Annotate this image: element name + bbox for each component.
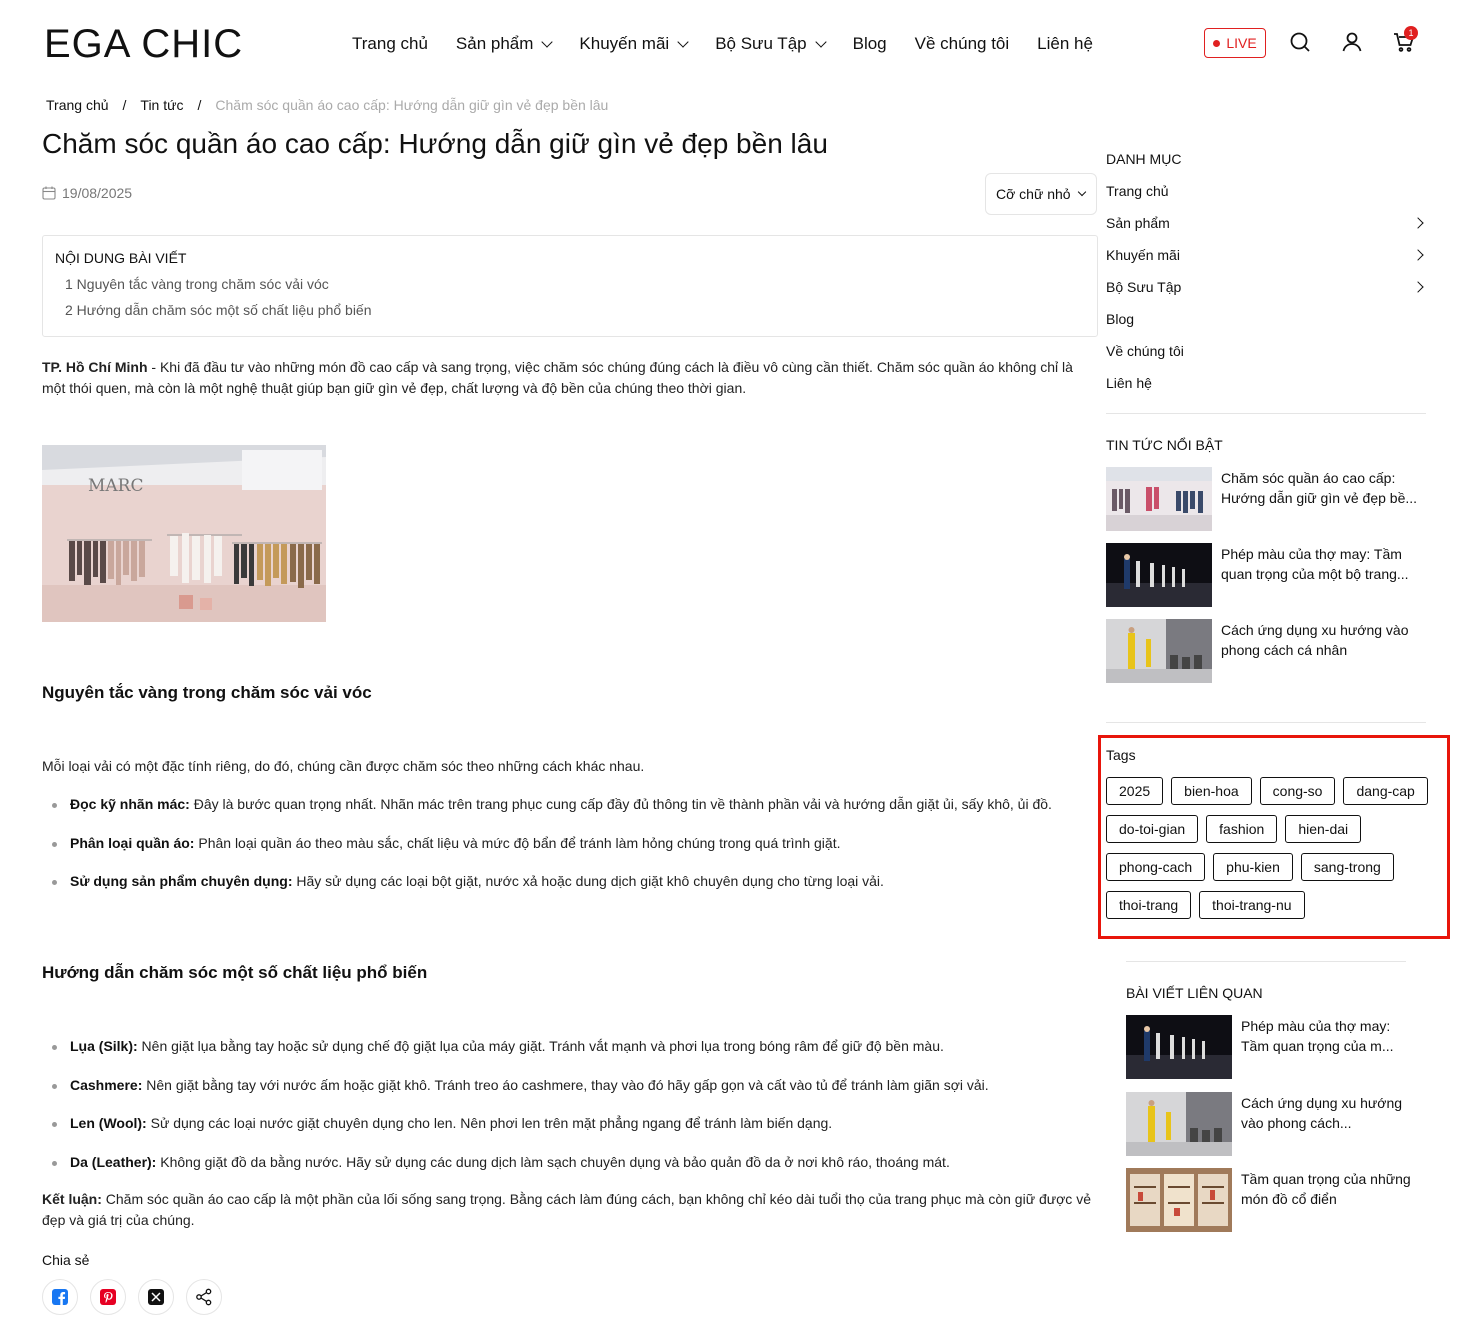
tag[interactable]: thoi-trang [1106,891,1191,919]
nav-item-about[interactable]: Về chúng tôi [914,34,1010,53]
nav-item-home[interactable]: Trang chủ [352,34,428,53]
tags-highlight-box [1098,735,1450,939]
toc-item[interactable]: 1 Nguyên tắc vàng trong chăm sóc vải vóc [65,276,329,292]
chevron-down-icon [678,36,689,47]
related-post-item[interactable] [1126,1168,1416,1232]
bullet-list [52,1038,1102,1192]
breadcrumb-news[interactable]: Tin tức [140,97,184,113]
sidebar-item-home[interactable]: Trang chủ [1106,183,1169,199]
logo[interactable]: EGA CHIC [44,22,244,66]
news-thumbnail[interactable] [1126,1015,1232,1079]
related-post-item[interactable] [1126,1015,1416,1079]
breadcrumb-current: Chăm sóc quần áo cao cấp: Hướng dẫn giữ gìn vẻ đẹp bền lâu [215,97,609,113]
tag[interactable]: bien-hoa [1171,777,1252,805]
facebook-icon [52,1289,68,1305]
article-title: Chăm sóc quần áo cao cấp: Hướng dẫn giữ gìn vẻ đẹp bền lâu [42,128,828,159]
sidebar-item-promotions[interactable]: Khuyến mãi [1106,247,1426,263]
share-label: Chia sẻ [42,1252,90,1268]
article-intro: TP. Hồ Chí Minh - Khi đã đầu tư vào những món đồ cao cấp và sang trọng, việc chăm sóc chúng đúng cách là điều vô cùng cần thiết. Chăm sóc quần áo không chỉ là một thói quen, mà còn là một nghệ thuật giúp bạn giữ gìn vẻ đẹp, chất lượng và độ bền của chúng theo thời gian. [42,359,1073,396]
calendar-icon [42,186,56,200]
font-size-select[interactable]: Cỡ chữ nhỏ [985,173,1097,215]
search-icon[interactable] [1288,30,1312,54]
chevron-down-icon [1077,188,1085,196]
chevron-right-icon[interactable] [1412,249,1423,260]
live-dot-icon [1213,40,1220,47]
sidebar-item-collections[interactable]: Bộ Sưu Tập [1106,279,1426,295]
list-item: Cashmere: Nên giặt bằng tay với nước ấm hoặc giặt khô. Tránh treo áo cashmere, thay vào đó hãy gấp gọn và cất vào tủ để tránh làm giãn sợi vải. [52,1077,1102,1116]
tag[interactable]: phu-kien [1213,853,1293,881]
featured-news-heading: TIN TỨC NỔI BẬT [1106,437,1223,453]
main-nav [352,34,1121,54]
toc-item[interactable]: 2 Hướng dẫn chăm sóc một số chất liệu phổ biến [65,302,372,318]
share-icon [195,1288,213,1306]
related-posts-heading: BÀI VIẾT LIÊN QUAN [1126,985,1263,1001]
tags-heading: Tags [1106,747,1136,763]
news-title[interactable]: Tầm quan trọng của những món đồ cổ điển [1241,1171,1411,1207]
nav-item-blog[interactable]: Blog [852,34,887,53]
chevron-right-icon[interactable] [1412,281,1423,292]
toc-title: NỘI DUNG BÀI VIẾT [55,250,187,266]
featured-news-item[interactable] [1106,619,1426,683]
tag[interactable]: phong-cach [1106,853,1205,881]
list-item: Da (Leather): Không giặt đồ da bằng nước. Hãy sử dụng các dung dịch làm sạch chuyên dụng và bảo quản đồ da ở nơi khô ráo, thoáng mát. [52,1154,1102,1193]
featured-news-item[interactable] [1106,467,1426,531]
sidebar-item-contact[interactable]: Liên hệ [1106,375,1152,391]
chevron-down-icon [542,36,553,47]
section-paragraph: Mỗi loại vải có một đặc tính riêng, do đó, chúng cần được chăm sóc theo những cách khác nhau. [42,758,645,774]
image-store-sign: MARC [88,476,144,496]
tag[interactable]: cong-so [1260,777,1336,805]
news-thumbnail[interactable] [1126,1168,1232,1232]
breadcrumb [46,97,608,113]
live-button[interactable]: LIVE [1204,28,1266,58]
news-title[interactable]: Phép màu của thợ may: Tầm quan trọng của m... [1241,1018,1394,1054]
news-title[interactable]: Phép màu của thợ may: Tầm quan trọng của một bộ trang... [1221,546,1409,582]
sidebar-item-blog[interactable]: Blog [1106,311,1135,327]
list-item: Đọc kỹ nhãn mác: Đây là bước quan trọng nhất. Nhãn mác trên trang phục cung cấp đầy đủ thông tin về thành phần vải và hướng dẫn giặt ủi, sấy khô, ủi đồ. [52,796,1102,835]
facebook-share-button[interactable] [42,1279,78,1315]
news-thumbnail[interactable] [1126,1092,1232,1156]
related-post-item[interactable] [1126,1092,1416,1156]
bullet-list [52,796,1102,912]
breadcrumb-separator: / [197,97,202,113]
news-thumbnail[interactable] [1106,619,1212,683]
pinterest-share-button[interactable] [90,1279,126,1315]
pinterest-icon [100,1289,116,1305]
news-thumbnail[interactable] [1106,467,1212,531]
copy-link-share-button[interactable] [186,1279,222,1315]
section-heading: Hướng dẫn chăm sóc một số chất liệu phổ biến [42,963,428,982]
breadcrumb-home[interactable]: Trang chủ [46,97,109,113]
article-conclusion: Kết luận: Chăm sóc quần áo cao cấp là một phần của lối sống sang trọng. Bằng cách làm đúng cách, bạn không chỉ kéo dài tuổi thọ của trang phục mà còn giữ được vẻ đẹp và giá trị của chúng. [42,1191,1091,1228]
sidebar-item-products[interactable]: Sản phẩm [1106,215,1426,231]
chevron-down-icon [815,36,826,47]
category-heading: DANH MỤC [1106,151,1182,167]
sidebar-item-about[interactable]: Về chúng tôi [1106,343,1184,359]
divider [1106,413,1426,414]
article-date: 19/08/2025 [42,185,132,201]
tag[interactable]: 2025 [1106,777,1163,805]
article-image [42,445,326,622]
chevron-right-icon[interactable] [1412,217,1423,228]
tag[interactable]: fashion [1206,815,1277,843]
divider [1126,961,1406,962]
cart-count-badge: 1 [1404,26,1418,40]
news-thumbnail[interactable] [1106,543,1212,607]
tag[interactable]: thoi-trang-nu [1199,891,1304,919]
x-twitter-icon [148,1289,164,1305]
breadcrumb-separator: / [122,97,127,113]
news-title[interactable]: Chăm sóc quần áo cao cấp: Hướng dẫn giữ gìn vẻ đẹp bề... [1221,470,1418,506]
tag[interactable]: dang-cap [1343,777,1427,805]
tag[interactable]: sang-trong [1301,853,1394,881]
featured-news-item[interactable] [1106,543,1426,607]
news-title[interactable]: Cách ứng dụng xu hướng vào phong cách... [1241,1095,1403,1131]
nav-item-collections[interactable]: Bộ Sưu Tập [715,34,824,54]
tag[interactable]: do-toi-gian [1106,815,1198,843]
list-item: Sử dụng sản phẩm chuyên dụng: Hãy sử dụng các loại bột giặt, nước xả hoặc dung dịch giặt khô chuyên dụng cho từng loại vải. [52,873,1102,912]
nav-item-products[interactable]: Sản phẩm [456,34,552,54]
user-icon[interactable] [1340,30,1364,54]
nav-item-promotions[interactable]: Khuyến mãi [579,34,687,54]
tag[interactable]: hien-dai [1285,815,1361,843]
section-heading: Nguyên tắc vàng trong chăm sóc vải vóc [42,683,372,702]
news-title[interactable]: Cách ứng dụng xu hướng vào phong cách cá nhân [1221,622,1409,658]
divider [1106,722,1426,723]
nav-item-contact[interactable]: Liên hệ [1037,34,1093,53]
list-item: Lụa (Silk): Nên giặt lụa bằng tay hoặc sử dụng chế độ giặt lụa của máy giặt. Tránh vắt mạnh và phơi lụa trong bóng râm để giữ độ bền màu. [52,1038,1102,1077]
list-item: Phân loại quần áo: Phân loại quần áo theo màu sắc, chất liệu và mức độ bẩn để tránh làm hỏng chúng trong quá trình giặt. [52,835,1102,874]
table-of-contents [42,235,1098,337]
x-share-button[interactable] [138,1279,174,1315]
list-item: Len (Wool): Sử dụng các loại nước giặt chuyên dụng cho len. Nên phơi len trên mặt phẳng ngang để tránh làm biến dạng. [52,1115,1102,1154]
